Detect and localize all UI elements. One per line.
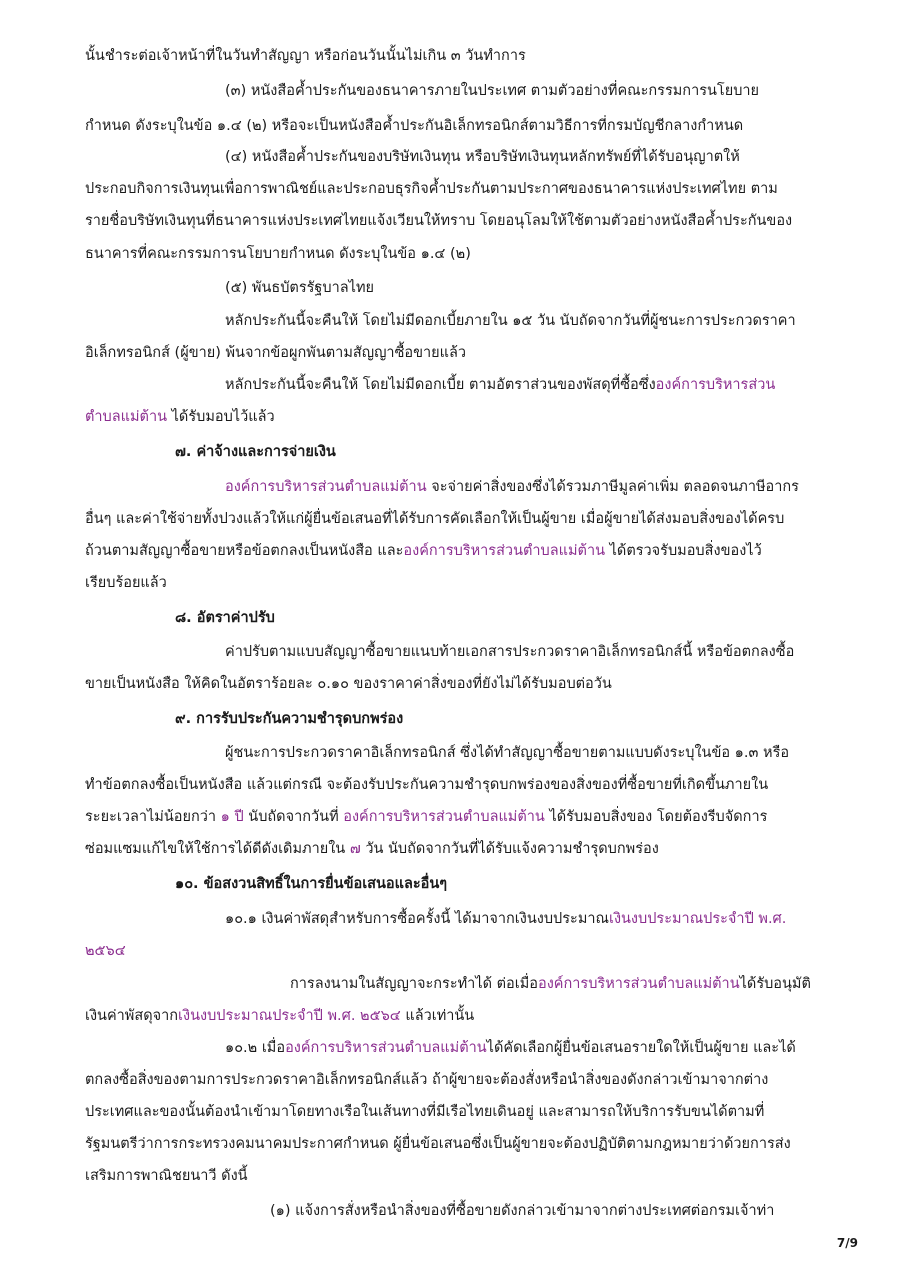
highlighted-text: องค์การบริหารส่วนตำบลแม่ต้าน	[538, 976, 740, 992]
page-number: 7/9	[836, 1236, 858, 1250]
text-line	[225, 80, 759, 102]
highlighted-text: องค์การบริหารส่วนตำบลแม่ต้าน	[285, 1040, 487, 1056]
text-segment: การลงนามในสัญญาจะกระทำได้ ต่อเมื่อ	[290, 976, 538, 992]
text-segment: ได้รับอนุมัติ	[739, 976, 811, 992]
text-line	[85, 1165, 248, 1187]
text-segment: ซ่อมแซมแก้ไขให้ใช้การได้ดีดังเดิมภายใน	[85, 841, 350, 857]
text-segment: ทำข้อตกลงซื้อเป็นหนังสือ แล้วแต่กรณี จะต้องรับประกันความชำรุดบกพร่องของสิ่งของที่ซื้อขายที่เกิดขึ้นภายใน	[85, 777, 769, 793]
highlighted-text: องค์การบริหารส่วนตำบลแม่ต้าน	[225, 479, 427, 495]
text-segment: หลักประกันนี้จะคืนให้ โดยไม่มีดอกเบี้ยภายใน ๑๕ วัน นับถัดจากวันที่ผู้ชนะการประกวดราคา	[225, 313, 796, 329]
text-line	[85, 774, 768, 796]
text-line	[225, 908, 786, 930]
text-line	[85, 940, 126, 962]
text-line	[85, 45, 526, 67]
text-line	[85, 210, 792, 232]
text-segment: ๑๐. ข้อสงวนสิทธิ์ในการยื่นข้อเสนอและอื่นๆ	[175, 876, 448, 892]
text-line	[225, 1037, 796, 1059]
text-segment: ถ้วนตามสัญญาซื้อขายหรือข้อตกลงเป็นหนังสือ และ	[85, 543, 404, 559]
highlighted-text: องค์การบริหารส่วน	[655, 377, 776, 393]
text-segment: รัฐมนตรีว่าการกระทรวงคมนาคมประกาศกำหนด ผู้ยื่นข้อเสนอซึ่งเป็นผู้ขายจะต้องปฏิบัติตามกฎหมายว่าด้วยการส่ง	[85, 1136, 791, 1152]
text-segment: รายชื่อบริษัทเงินทุนที่ธนาคารแห่งประเทศไทยแจ้งเวียนให้ทราบ โดยอนุโลมให้ใช้ตามตัวอย่างหนังสือค้ำประกันของ	[85, 213, 793, 229]
text-line	[85, 1133, 791, 1155]
text-line	[85, 115, 743, 137]
text-segment: นับถัดจากวันที่	[243, 809, 344, 825]
text-segment: ๑๐.๒ เมื่อ	[225, 1040, 286, 1056]
text-line	[85, 406, 275, 428]
text-segment: แล้วเท่านั้น	[400, 1008, 475, 1024]
text-segment: จะจ่ายค่าสิ่งของซึ่งได้รวมภาษีมูลค่าเพิ่ม ตลอดจนภาษีอากร	[426, 479, 799, 495]
text-line	[85, 1101, 764, 1123]
text-segment: กำหนด ดังระบุในข้อ ๑.๔ (๒) หรือจะเป็นหนังสือค้ำประกันอิเล็กทรอนิกส์ตามวิธีการที่กรมบัญชีกลางกำหนด	[85, 118, 744, 134]
section-heading	[175, 607, 275, 629]
text-segment: เสริมการพาณิชยนาวี ดังนี้	[85, 1168, 248, 1184]
text-segment: ประเทศและของนั้นต้องนำเข้ามาโดยทางเรือในเส้นทางที่มีเรือไทยเดินอยู่ และสามารถให้บริการรับขนได้ตามที่	[85, 1104, 765, 1120]
text-segment: (๕) พันธบัตรรัฐบาลไทย	[225, 280, 374, 296]
text-line	[85, 1069, 768, 1091]
text-line	[85, 1005, 474, 1027]
section-heading	[175, 873, 447, 895]
text-segment: ๙. การรับประกันความชำรุดบกพร่อง	[175, 711, 404, 727]
text-segment: ๑๐.๑ เงินค่าพัสดุสำหรับการซื้อครั้งนี้ ได้มาจากเงินงบประมาณ	[225, 911, 609, 927]
text-line	[290, 973, 811, 995]
text-line	[85, 572, 167, 594]
text-line	[85, 540, 762, 562]
highlighted-text: เงินงบประมาณประจำปี พ.ศ. ๒๕๖๔	[178, 1008, 401, 1024]
highlighted-text: เงินงบประมาณประจำปี พ.ศ.	[608, 911, 787, 927]
text-segment: ตกลงซื้อสิ่งของตามการประกวดราคาอิเล็กทรอนิกส์แล้ว ถ้าผู้ขายจะต้องสั่งหรือนำสิ่งของดังกล่าวเข้ามาจากต่าง	[85, 1072, 769, 1088]
text-segment: อิเล็กทรอนิกส์ (ผู้ขาย) พ้นจากข้อผูกพันตามสัญญาซื้อขายแล้ว	[85, 345, 467, 361]
highlighted-text: องค์การบริหารส่วนตำบลแม่ต้าน	[403, 543, 606, 559]
text-line	[85, 243, 471, 265]
text-segment: ประกอบกิจการเงินทุนเพื่อการพาณิชย์และประกอบธุรกิจค้ำประกันตามประกาศของธนาคารแห่งประเทศไทย ตาม	[85, 181, 778, 197]
text-segment: ได้ตรวจรับมอบสิ่งของไว้	[605, 543, 762, 559]
text-segment: (๔) หนังสือค้ำประกันของบริษัทเงินทุน หรือบริษัทเงินทุนหลักทรัพย์ที่ได้รับอนุญาตให้	[225, 149, 740, 165]
text-segment: ๗. ค่าจ้างและการจ่ายเงิน	[175, 444, 336, 460]
text-segment: วัน นับถัดจากวันที่ได้รับแจ้งความชำรุดบกพร่อง	[360, 841, 659, 857]
text-segment: ขายเป็นหนังสือ ให้คิดในอัตราร้อยละ ๐.๑๐ ของราคาค่าสิ่งของที่ยังไม่ได้รับมอบต่อวัน	[85, 676, 612, 692]
section-heading	[175, 441, 336, 463]
text-segment: ระยะเวลาไม่น้อยกว่า	[85, 809, 221, 825]
section-heading	[175, 708, 403, 730]
text-segment: ๘. อัตราค่าปรับ	[175, 610, 275, 626]
text-line	[225, 476, 799, 498]
text-segment: ธนาคารที่คณะกรรมการนโยบายกำหนด ดังระบุในข้อ ๑.๔ (๒)	[85, 246, 471, 262]
text-line	[85, 178, 778, 200]
highlighted-text: ๗	[349, 841, 361, 857]
text-line	[85, 673, 612, 695]
text-line	[85, 806, 767, 828]
text-line	[85, 342, 466, 364]
text-line	[225, 374, 775, 396]
text-segment: ค่าปรับตามแบบสัญญาซื้อขายแนบท้ายเอกสารประกวดราคาอิเล็กทรอนิกส์นี้ หรือข้อตกลงซื้อ	[225, 644, 795, 660]
text-line	[225, 641, 794, 663]
highlighted-text: องค์การบริหารส่วนตำบลแม่ต้าน	[343, 809, 545, 825]
text-line	[85, 508, 784, 530]
text-segment: (๓) หนังสือค้ำประกันของธนาคารภายในประเทศ ตามตัวอย่างที่คณะกรรมการนโยบาย	[225, 83, 760, 99]
text-segment: (๑) แจ้งการสั่งหรือนำสิ่งของที่ซื้อขายดังกล่าวเข้ามาจากต่างประเทศต่อกรมเจ้าท่า	[270, 1203, 775, 1219]
text-segment: เรียบร้อยแล้ว	[85, 575, 167, 591]
text-line	[270, 1200, 774, 1222]
text-segment: หลักประกันนี้จะคืนให้ โดยไม่มีดอกเบี้ย ตามอัตราส่วนของพัสดุที่ซื้อซึ่ง	[225, 377, 656, 393]
text-segment: ได้คัดเลือกผู้ยื่นข้อเสนอรายใดให้เป็นผู้ขาย และได้	[486, 1040, 796, 1056]
text-line	[225, 310, 796, 332]
highlighted-text: ๑ ปี	[220, 809, 244, 825]
text-segment: อื่นๆ และค่าใช้จ่ายทั้งปวงแล้วให้แก่ผู้ยื่นข้อเสนอที่ได้รับการคัดเลือกให้เป็นผู้ขาย เมื่อผู้ขายได้ส่งมอบสิ่งของได้ครบ	[85, 511, 785, 527]
text-segment: ได้รับมอบไว้แล้ว	[167, 409, 275, 425]
text-segment: เงินค่าพัสดุจาก	[85, 1008, 179, 1024]
text-line	[225, 742, 789, 764]
text-segment: ได้รับมอบสิ่งของ โดยต้องรีบจัดการ	[544, 809, 768, 825]
highlighted-text: ๒๕๖๔	[85, 943, 126, 959]
text-line	[225, 146, 740, 168]
highlighted-text: ตำบลแม่ต้าน	[85, 409, 168, 425]
text-segment: ผู้ชนะการประกวดราคาอิเล็กทรอนิกส์ ซึ่งได้ทำสัญญาซื้อขายตามแบบดังระบุในข้อ ๑.๓ หรือ	[225, 745, 790, 761]
text-line	[85, 838, 659, 860]
text-line	[225, 277, 374, 299]
text-segment: นั้นชำระต่อเจ้าหน้าที่ในวันทำสัญญา หรือก่อนวันนั้นไม่เกิน ๓ วันทำการ	[85, 48, 526, 64]
